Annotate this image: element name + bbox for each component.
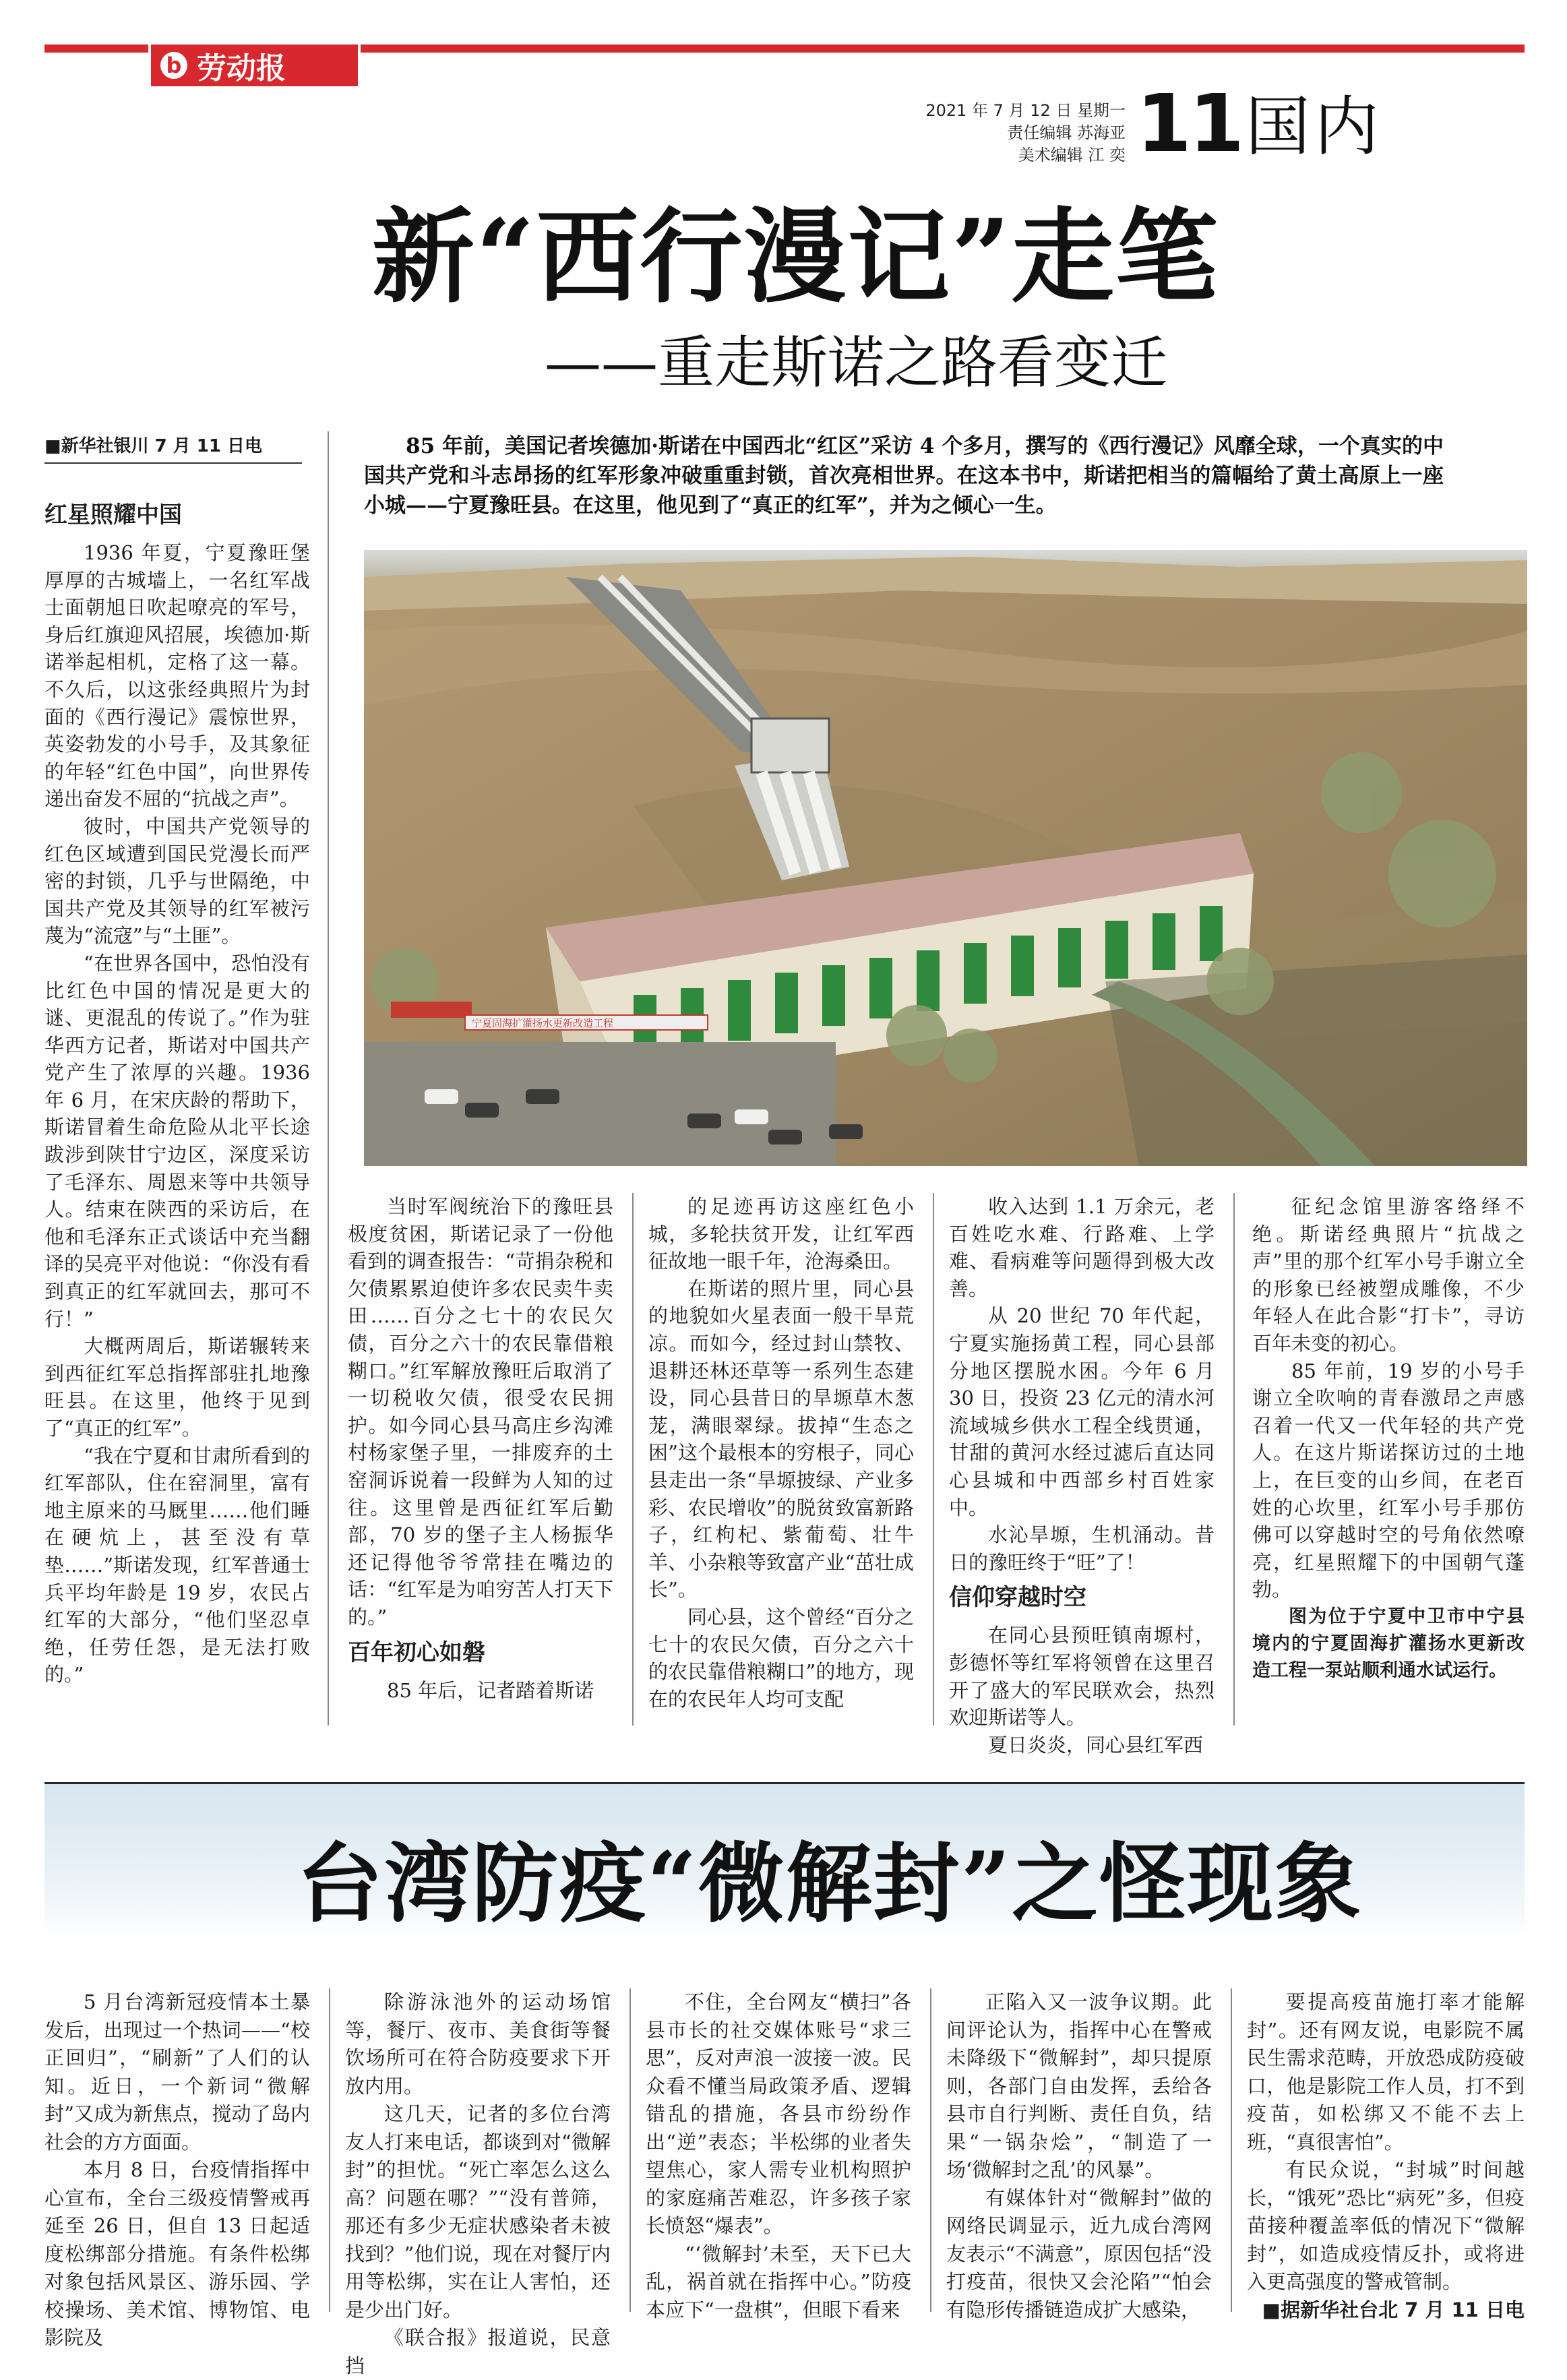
article1-column-5 [1252, 1193, 1525, 1684]
paragraph: 的足迹再访这座红色小城，多轮扶贫开发，让红军西征故地一眼千年，沧海桑田。 [648, 1195, 914, 1273]
column-divider [328, 431, 329, 1726]
issue-date: 2021 年 7 月 12 日 星期一 [925, 101, 1126, 120]
article1-photo [364, 550, 1527, 1166]
article2-column-4 [946, 1988, 1212, 2324]
column-divider [1231, 1988, 1232, 2312]
paragraph: 有媒体针对“微解封”做的网络民调显示，近九成台湾网友表示“不满意”，原因包括“没打疫苗，很快又会沦陷”“怕会有隐形传播链造成扩大感染， [946, 2186, 1212, 2321]
paragraph: 收入达到 1.1 万余元，老百姓吃水难、行路难、上学难、看病难等问题得到极大改善。 [949, 1195, 1215, 1300]
article2-source: ■据新华社台北 7 月 11 日电 [1262, 2298, 1525, 2321]
section-title: 国内 [1246, 89, 1383, 164]
photo-caption: 图为位于宁夏中卫市中宁县境内的宁夏固海扩灌扬水更新改造工程一泵站顺利通水试运行。 [1252, 1606, 1525, 1681]
paragraph: 这几天，记者的多位台湾友人打来电话，都谈到对“微解封”的担忧。“死亡率怎么这么高？问题在哪？”“没有普筛，那还有多少无症状感染者未被找到？”他们说，现在对餐厅内用等松绑，实在让人害怕，还是少出门好。 [345, 2102, 611, 2321]
article1-headline: 新“西行漫记”走笔 [372, 196, 1219, 317]
article1-column-2 [348, 1193, 613, 1704]
paragraph: “在世界各国中，恐怕没有比红色中国的情况是更大的谜、更混乱的传说了。”作为驻华西方记者，斯诺对中国共产党产生了浓厚的兴趣。1936 年 6 月，在宋庆龄的帮助下，斯诺冒着生命危险从北平长途跋涉到陕甘宁边区，深度采访了毛泽东、周恩来等中共领导人。结束在陕西的采访后，在他和毛泽东正式谈话中充当翻译的吴亮平对他说：“你没有看到真正的红军就回去，那可不行！” [44, 951, 310, 1331]
logo-mark-icon: b [160, 52, 187, 79]
paragraph: 大概两周后，斯诺辗转来到西征红军总指挥部驻扎地豫旺县。在这里，他终于见到了“真正的红军”。 [44, 1335, 310, 1440]
article2-column-1 [44, 1988, 310, 2352]
article1-dateline: ■新华社银川 7 月 11 日电 [44, 434, 302, 464]
paragraph: “‘微解封’未至，天下已大乱，祸首就在指挥中心。”防疫本应下“一盘棋”，但眼下看来 [646, 2242, 911, 2321]
paragraph: 同心县，这个曾经“百分之七十的农民欠债，百分之六十的农民靠借粮糊口”的地方，现在的农民年人均可支配 [648, 1605, 914, 1711]
article1-subhead: ——重走斯诺之路看变迁 [545, 330, 1168, 396]
paragraph: “我在宁夏和甘肃所看到的红军部队，住在窑洞里，富有地主原来的马厩里……他们睡在硬炕上，甚至没有草垫……”斯诺发现，红军普通士兵平均年龄是 19 岁，农民占红军的大部分，“他们坚忍卓绝，任劳任怨，是无法打败的。” [44, 1444, 310, 1686]
issue-info [923, 100, 1126, 166]
paragraph: 85 年前，19 岁的小号手谢立全吹响的青春激昂之声感召着一代又一代年轻的共产党人。在这片斯诺探访过的土地上，在巨变的山乡间，在老百姓的心坎里，红军小号手那仿佛可以穿越时空的号角依然嘹亮，红星照耀下的中国朝气蓬勃。 [1252, 1359, 1525, 1601]
paragraph: 本月 8 日，台疫情指挥中心宣布，全台三级疫情警戒再延至 26 日，但自 13 日起适度松绑部分措施。有条件松绑对象包括风景区、游乐园、学校操场、美术馆、博物馆、电影院及 [44, 2158, 310, 2349]
paragraph: 有民众说，“封城”时间越长，“饿死”恐比“病死”多，但疫苗接种覆盖率低的情况下“微解封”，如造成疫情反扑，或将进入更高强度的警戒管制。 [1247, 2158, 1525, 2293]
newspaper-logo [148, 42, 361, 89]
column-divider [930, 1988, 931, 2312]
paragraph: 正陷入又一波争议期。此间评论认为，指挥中心在警戒未降级下“微解封”，却只提原则，各部门自由发挥，丢给各县市自行判断、责任自负，结果“一锅杂烩”，“制造了一场‘微解封之乱’的风暴”。 [946, 1990, 1212, 2181]
paragraph: 水沁旱塬，生机涌动。昔日的豫旺终于“旺”了！ [949, 1523, 1215, 1574]
article2-column-5 [1247, 1988, 1525, 2324]
subheading-faith-across-time: 信仰穿越时空 [949, 1584, 1086, 1612]
column-divider [629, 1988, 631, 2312]
paragraph: 在同心县预旺镇南塬村，彭德怀等红军将领曾在这里召开了盛大的军民联欢会，热烈欢迎斯诺等人。 [949, 1624, 1215, 1730]
paragraph: 85 年后，记者踏着斯诺 [387, 1678, 594, 1702]
paragraph: 要提高疫苗施打率才能解封”。还有网友说，电影院不属民生需求范畴，开放恐成防疫破口，他是影院工作人员，打不到疫苗，如松绑又不能不去上班，“真很害怕”。 [1247, 1990, 1525, 2154]
paragraph: 除游泳池外的运动场馆等，餐厅、夜市、美食街等餐饮场所可在符合防疫要求下开放内用。 [345, 1990, 611, 2098]
paragraph: 1936 年夏，宁夏豫旺堡厚厚的古城墙上，一名红军战士面朝旭日吹起嘹亮的军号，身后红旗迎风招展，埃德加·斯诺举起相机，定格了这一幕。不久后，以这张经典照片为封面的《西行漫记》震惊世界，英姿勃发的小号手，及其象征的年轻“红色中国”，向世界传递出奋发不屈的“抗战之声”。 [44, 541, 310, 811]
article1-lead: 85 年前，美国记者埃德加·斯诺在中国西北“红区”采访 4 个多月，撰写的《西行漫记》风靡全球，一个真实的中国共产党和斗志昂扬的红军形象冲破重重封锁，首次亮相世界。在这本书中，斯诺把相当的篇幅给了黄土高原上一座小城——宁夏豫旺县。在这里，他见到了“真正的红军”，并为之倾心一生。 [364, 434, 1444, 518]
subheading-red-star: 红星照耀中国 [44, 501, 182, 528]
logo-text: 劳动报 [197, 51, 286, 86]
column-divider [933, 1193, 934, 1726]
pump-station-photo-illustration [364, 550, 1527, 1166]
paragraph: 《联合报》报道说，民意挡 [345, 2326, 611, 2377]
paragraph: 不住，全台网友“横扫”各县市长的社交媒体账号“求三思”，反对声浪一波接一波。民众看不懂当局政策矛盾、逻辑错乱的措施，各县市纷纷作出“逆”表态；半松绑的业者失望焦心，家人需专业机构照护的家庭痛苦难忍，许多孩子家长愤怒“爆表”。 [646, 1990, 911, 2237]
column-divider [632, 1193, 634, 1726]
paragraph: 征纪念馆里游客络绎不绝。斯诺经典照片“抗战之声”里的那个红军小号手谢立全的形象已经被塑成雕像，不少年轻人在此合影“打卡”，寻访百年未变的初心。 [1252, 1195, 1525, 1355]
paragraph: 当时军阀统治下的豫旺县极度贫困，斯诺记录了一份他看到的调查报告：“苛捐杂税和欠债累累迫使许多农民卖牛卖田……百分之七十的农民欠债，百分之六十的农民靠借粮糊口。”红军解放豫旺后取消了一切税收欠债，很受农民拥护。如今同心县马高庄乡沟滩村杨家堡子里，一排废弃的土窑洞诉说着一段鲜为人知的过往。这里曾是西征红军后勤部，70 岁的堡子主人杨振华还记得他爷爷常挂在嘴边的话：“红军是为咱穷苦人打天下的。” [348, 1195, 613, 1628]
article2-column-2 [345, 1988, 611, 2380]
article2-headline: 台湾防疫“微解封”之怪现象 [297, 1833, 1363, 1934]
article1-column-3 [648, 1193, 914, 1713]
column-divider [329, 1988, 330, 2312]
paragraph: 彼时，中国共产党领导的红色区域遭到国民党漫长而严密的封锁，几乎与世隔绝，中国共产党及其领导的红军被污蔑为“流寇”与“土匪”。 [44, 814, 310, 948]
column-divider [1233, 1193, 1235, 1726]
photo-banner-text: 宁夏固海扩灌扬水更新改造工程 [472, 1017, 614, 1029]
paragraph: 夏日炎炎，同心县红军西 [988, 1733, 1204, 1757]
paragraph: 5 月台湾新冠疫情本土暴发后，出现过一个热词——“校正回归”，“刷新”了人们的认知。近日，一个新词“微解封”又成为新焦点，搅动了岛内社会的方方面面。 [44, 1990, 310, 2154]
page-number: 11 [1136, 77, 1242, 170]
paragraph: 在斯诺的照片里，同心县的地貌如火星表面一般干旱荒凉。而如今，经过封山禁牧、退耕还林还草等一系列生态建设，同心县昔日的旱塬草木葱茏，满眼翠绿。拔掉“生态之困”这个最根本的穷根子，同心县走出一条“旱塬披绿、产业多彩、农民增收”的脱贫致富新路子，红枸杞、紫葡萄、壮牛羊、小杂粮等致富产业“茁壮成长”。 [648, 1277, 914, 1601]
subheading-original-heart: 百年初心如磐 [348, 1639, 485, 1666]
article1-column-4 [949, 1193, 1215, 1759]
editor-line: 责任编辑 苏海亚 [1007, 123, 1126, 142]
paragraph: 从 20 世纪 70 年代起，宁夏实施扬黄工程，同心县部分地区摆脱水困。今年 6 月 30 日，投资 23 亿元的清水河流域城乡供水工程全线贯通，甘甜的黄河水经过滤后直达同心县城和中西部乡村百姓家中。 [949, 1304, 1215, 1519]
art-editor-line: 美术编辑 江 奕 [1018, 146, 1126, 164]
article2-column-3 [646, 1988, 911, 2324]
article1-column-1 [44, 493, 310, 1688]
